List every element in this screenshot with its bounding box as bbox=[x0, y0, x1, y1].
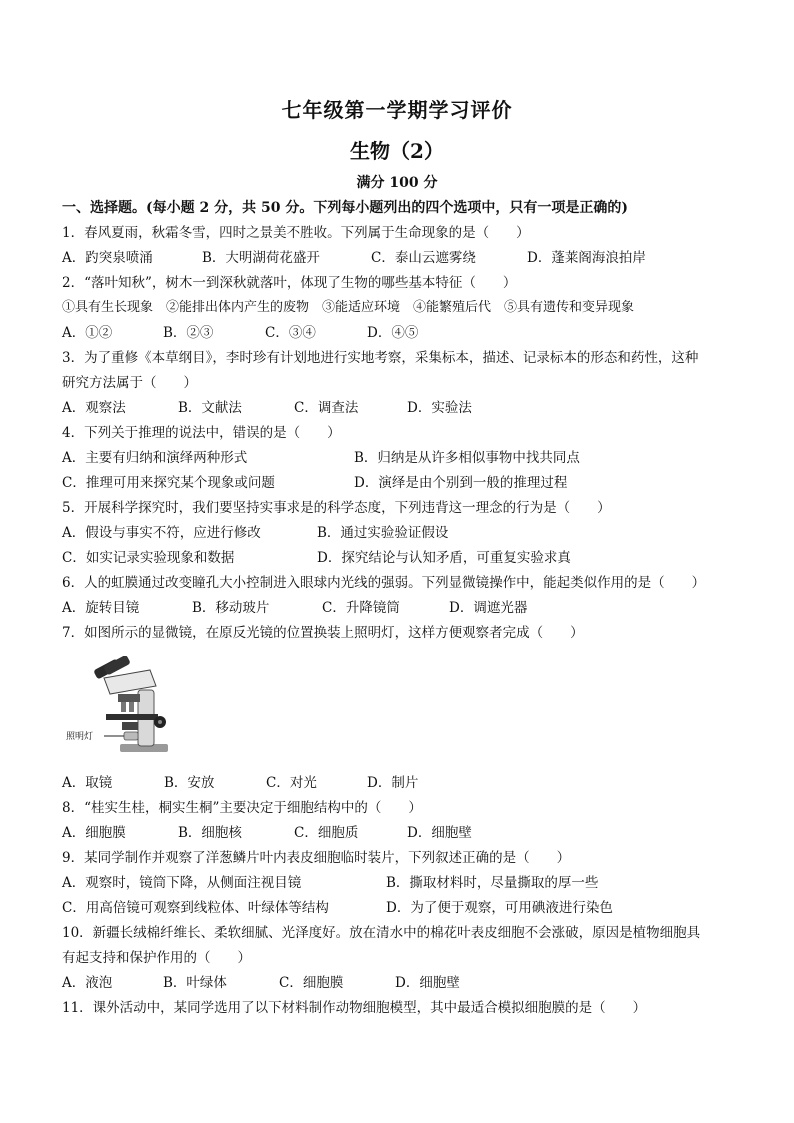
question-7-option-a: A．取镜 bbox=[62, 775, 113, 791]
question-7-option-d: D．制片 bbox=[367, 775, 419, 791]
question-5-option-a: A．假设与事实不符，应进行修改 bbox=[62, 525, 261, 541]
lamp-shape bbox=[124, 732, 138, 740]
question-6-option-b: B．移动玻片 bbox=[192, 600, 270, 616]
question-8-stem: 8．“桂实生桂，桐实生桐”主要决定于细胞结构中的（ ） bbox=[62, 800, 422, 816]
question-1-stem: 1．春风夏雨，秋霜冬雪，四时之景美不胜收。下列属于生命现象的是（ ） bbox=[62, 225, 530, 241]
question-10-option-c: C．细胞膜 bbox=[279, 975, 344, 991]
question-1-option-b: B．大明湖荷花盛开 bbox=[202, 250, 320, 266]
question-3-option-a: A．观察法 bbox=[62, 400, 126, 416]
question-9-stem: 9．某同学制作并观察了洋葱鳞片叶内表皮细胞临时装片，下列叙述正确的是（ ） bbox=[62, 850, 571, 866]
full-score: 满分 100 分 bbox=[356, 175, 438, 191]
question-1-option-c: C．泰山云遮雾绕 bbox=[371, 250, 476, 266]
question-7-option-c: C．对光 bbox=[266, 775, 317, 791]
question-8-option-c: C．细胞质 bbox=[294, 825, 359, 841]
question-1-option-a: A．趵突泉喷涌 bbox=[62, 250, 153, 266]
question-4-option-b: B．归纳是从许多相似事物中找共同点 bbox=[354, 450, 580, 466]
question-2-option-b: B．②③ bbox=[163, 325, 214, 341]
question-5-option-c: C．如实记录实验现象和数据 bbox=[62, 550, 235, 566]
subject-title: 生物（2） bbox=[350, 139, 444, 163]
question-6-option-c: C．升降镜筒 bbox=[322, 600, 400, 616]
question-10-option-d: D．细胞壁 bbox=[395, 975, 460, 991]
question-2-stem: 2．“落叶知秋”，树木一到深秋就落叶，体现了生物的哪些基本特征（ ） bbox=[62, 275, 517, 291]
question-4-option-d: D．演绎是由个别到一般的推理过程 bbox=[354, 475, 568, 491]
exam-title: 七年级第一学期学习评价 bbox=[281, 98, 513, 122]
question-2-items: ①具有生长现象 ②能排出体内产生的废物 ③能适应环境 ④能繁殖后代 ⑤具有遗传和变异现象 bbox=[62, 300, 635, 315]
question-2-option-d: D．④⑤ bbox=[367, 325, 419, 341]
question-1-option-d: D．蓬莱阁海浪拍岸 bbox=[527, 250, 646, 266]
question-3-option-c: C．调查法 bbox=[294, 400, 359, 416]
question-9-option-a: A．观察时，镜筒下降，从侧面注视目镜 bbox=[62, 875, 302, 891]
stage-shape bbox=[106, 714, 158, 720]
question-6-option-a: A．旋转目镜 bbox=[62, 600, 140, 616]
question-3-option-d: D．实验法 bbox=[407, 400, 472, 416]
question-4-stem: 4．下列关于推理的说法中，错误的是（ ） bbox=[62, 425, 341, 441]
microscope-figure bbox=[64, 656, 182, 758]
question-9-option-b: B．撕取材料时，尽量撕取的厚一些 bbox=[386, 875, 599, 891]
question-5-option-b: B．通过实验验证假设 bbox=[317, 525, 449, 541]
question-3-stem-line1: 3．为了重修《本草纲目》，李时珍有计划地进行实地考察，采集标本，描述、记录标本的形态和药性，这种 bbox=[62, 350, 699, 366]
question-2-option-c: C．③④ bbox=[265, 325, 316, 341]
question-4-option-a: A．主要有归纳和演绎两种形式 bbox=[62, 450, 248, 466]
question-8-option-b: B．细胞核 bbox=[178, 825, 242, 841]
question-10-stem-line1: 10．新疆长绒棉纤维长、柔软细腻、光泽度好。放在清水中的棉花叶表皮细胞不会涨破，原因是植物细胞具 bbox=[62, 925, 701, 941]
question-3-stem-line2: 研究方法属于（ ） bbox=[62, 375, 197, 391]
question-9-option-c: C．用高倍镜可观察到线粒体、叶绿体等结构 bbox=[62, 900, 329, 916]
question-6-option-d: D．调遮光器 bbox=[449, 600, 528, 616]
lamp-label: 照明灯 bbox=[66, 732, 94, 742]
question-10-stem-line2: 有起支持和保护作用的（ ） bbox=[62, 950, 251, 966]
section-heading: 一、选择题。(每小题 2 分，共 50 分。下列每小题列出的四个选项中，只有一项是正确的) bbox=[62, 200, 628, 216]
question-10-option-a: A．液泡 bbox=[62, 975, 113, 991]
question-5-option-d: D．探究结论与认知矛盾，可重复实验求真 bbox=[317, 550, 571, 566]
question-6-stem: 6．人的虹膜通过改变瞳孔大小控制进入眼球内光线的强弱。下列显微镜操作中，能起类似作用的是（ ） bbox=[62, 575, 706, 591]
question-8-option-a: A．细胞膜 bbox=[62, 825, 126, 841]
question-7-option-b: B．安放 bbox=[164, 775, 215, 791]
question-9-option-d: D．为了便于观察，可用碘液进行染色 bbox=[386, 900, 613, 916]
question-5-stem: 5．开展科学探究时，我们要坚持实事求是的科学态度，下列违背这一理念的行为是（ ） bbox=[62, 500, 611, 516]
question-7-stem: 7．如图所示的显微镜，在原反光镜的位置换装上照明灯，这样方便观察者完成（ ） bbox=[62, 625, 584, 641]
question-2-option-a: A．①② bbox=[62, 325, 113, 341]
question-11-stem: 11．课外活动中，某同学选用了以下材料制作动物细胞模型，其中最适合模拟细胞膜的是（ ） bbox=[62, 1000, 647, 1016]
question-4-option-c: C．推理可用来探究某个现象或问题 bbox=[62, 475, 275, 491]
question-10-option-b: B．叶绿体 bbox=[163, 975, 227, 991]
question-3-option-b: B．文献法 bbox=[178, 400, 242, 416]
question-8-option-d: D．细胞壁 bbox=[407, 825, 472, 841]
